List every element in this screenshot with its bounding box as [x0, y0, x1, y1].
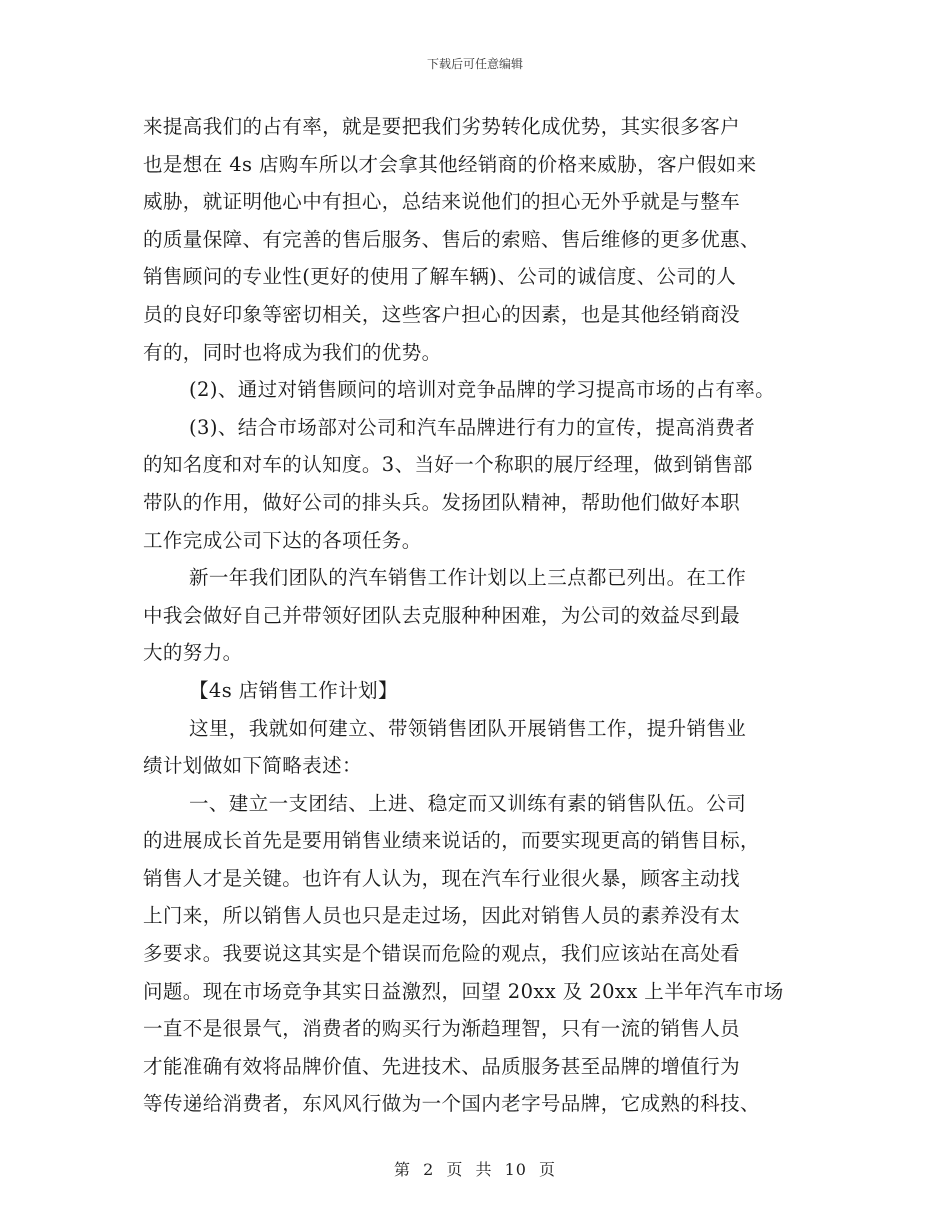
text-line: 中我会做好自己并带领好团队去克服种种困难，为公司的效益尽到最 — [143, 603, 741, 627]
text-line: 有的，同时也将成为我们的优势。 — [143, 340, 442, 364]
text-line: 这里，我就如何建立、带领销售团队开展销售工作，提升销售业 — [189, 716, 747, 740]
text-line: 员的良好印象等密切相关，这些客户担心的因素，也是其他经销商没 — [143, 302, 741, 326]
text-line: 威胁，就证明他心中有担心，总结来说他们的担心无外乎就是与整车 — [143, 190, 741, 214]
page-suffix: 页 — [539, 1160, 557, 1179]
text-line: (2)、通过对销售顾问的培训对竞争品牌的学习提高市场的占有率。 — [189, 378, 776, 402]
page-total: 10 — [504, 1160, 527, 1179]
text-line: 大的努力。 — [143, 641, 243, 665]
page-total-label: 共 — [475, 1160, 493, 1179]
text-line: 一直不是很景气，消费者的购买行为渐趋理智，只有一流的销售人员 — [143, 1017, 741, 1041]
page-prefix: 第 — [393, 1160, 411, 1179]
text-line: 销售顾问的专业性(更好的使用了解车辆)、公司的诚信度、公司的人 — [143, 265, 737, 289]
text-line: 销售人才是关键。也许有人认为，现在汽车行业很火暴，顾客主动找 — [143, 866, 741, 890]
text-line: 等传递给消费者，东风风行做为一个国内老字号品牌，它成熟的科技、 — [143, 1092, 760, 1116]
page-current: 2 — [423, 1160, 435, 1179]
header-note: 下载后可任意编辑 — [426, 57, 523, 71]
section-heading: 【4s 店销售工作计划】 — [189, 678, 398, 702]
text-line: 的知名度和对车的认知度。3、当好一个称职的展厅经理，做到销售部 — [143, 453, 753, 477]
document-body — [143, 108, 823, 1123]
text-line: 工作完成公司下达的各项任务。 — [143, 528, 422, 552]
page-label: 页 — [446, 1160, 464, 1179]
text-line: 的质量保障、有完善的售后服务、售后的索赔、售后维修的更多优惠、 — [143, 227, 760, 251]
text-line: 多要求。我要说这其实是个错误而危险的观点，我们应该站在高处看 — [143, 942, 741, 966]
text-line: 新一年我们团队的汽车销售工作计划以上三点都已列出。在工作 — [189, 566, 747, 590]
text-line: 上门来，所以销售人员也只是走过场，因此对销售人员的素养没有太 — [143, 904, 741, 928]
text-line: (3)、结合市场部对公司和汽车品牌进行有力的宣传，提高消费者 — [189, 415, 756, 439]
page-number — [0, 1157, 950, 1180]
text-line: 来提高我们的占有率，就是要把我们劣势转化成优势，其实很多客户 — [143, 115, 741, 138]
text-line: 带队的作用，做好公司的排头兵。发扬团队精神，帮助他们做好本职 — [143, 490, 741, 514]
text-line: 绩计划做如下简略表述： — [143, 754, 362, 778]
text-line: 问题。现在市场竞争其实日益激烈，回望 20xx 及 20xx 上半年汽车市场 — [143, 979, 784, 1003]
text-line: 一、建立一支团结、上进、稳定而又训练有素的销售队伍。公司 — [189, 791, 747, 815]
text-line: 也是想在 4s 店购车所以才会拿其他经销商的价格来威胁，客户假如来 — [143, 152, 757, 176]
text-line: 的进展成长首先是要用销售业绩来说话的，而要实现更高的销售目标， — [143, 829, 760, 853]
text-line: 才能准确有效将品牌价值、先进技术、品质服务甚至品牌的增值行为 — [143, 1054, 741, 1078]
